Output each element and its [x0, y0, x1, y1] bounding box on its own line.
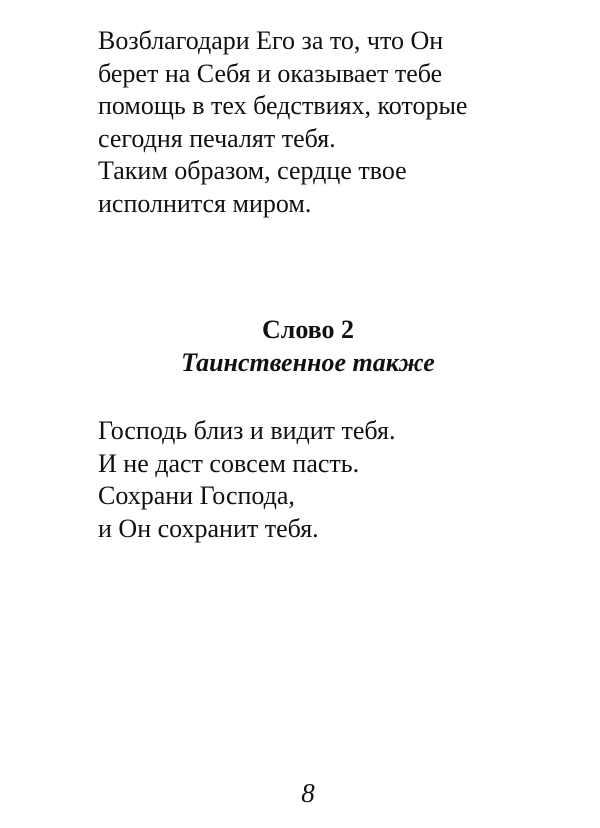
text-line: Возблагодари Его за то, что Он [98, 26, 444, 55]
text-line: сегодня печалят тебя. [98, 123, 336, 153]
text-line: Сохрани Господа, [98, 481, 295, 510]
text-line: Господь близ и видит тебя. [98, 416, 396, 445]
text-line: берет на Себя и оказывает тебе [98, 58, 443, 88]
section-subtitle: Таинственное также [181, 348, 435, 377]
text-line: И не даст совсем пасть. [98, 448, 360, 478]
page-number: 8 [301, 778, 315, 808]
text-line: исполнится миром. [98, 188, 312, 218]
paragraph-1 [98, 25, 467, 220]
text-line: Таким образом, сердце твое [98, 156, 407, 185]
text-line: помощь в тех бедствиях, которые [98, 91, 468, 120]
section-title: Слово 2 [261, 315, 355, 344]
paragraph-2 [98, 415, 395, 545]
text-line: и Он сохранит тебя. [98, 513, 319, 543]
